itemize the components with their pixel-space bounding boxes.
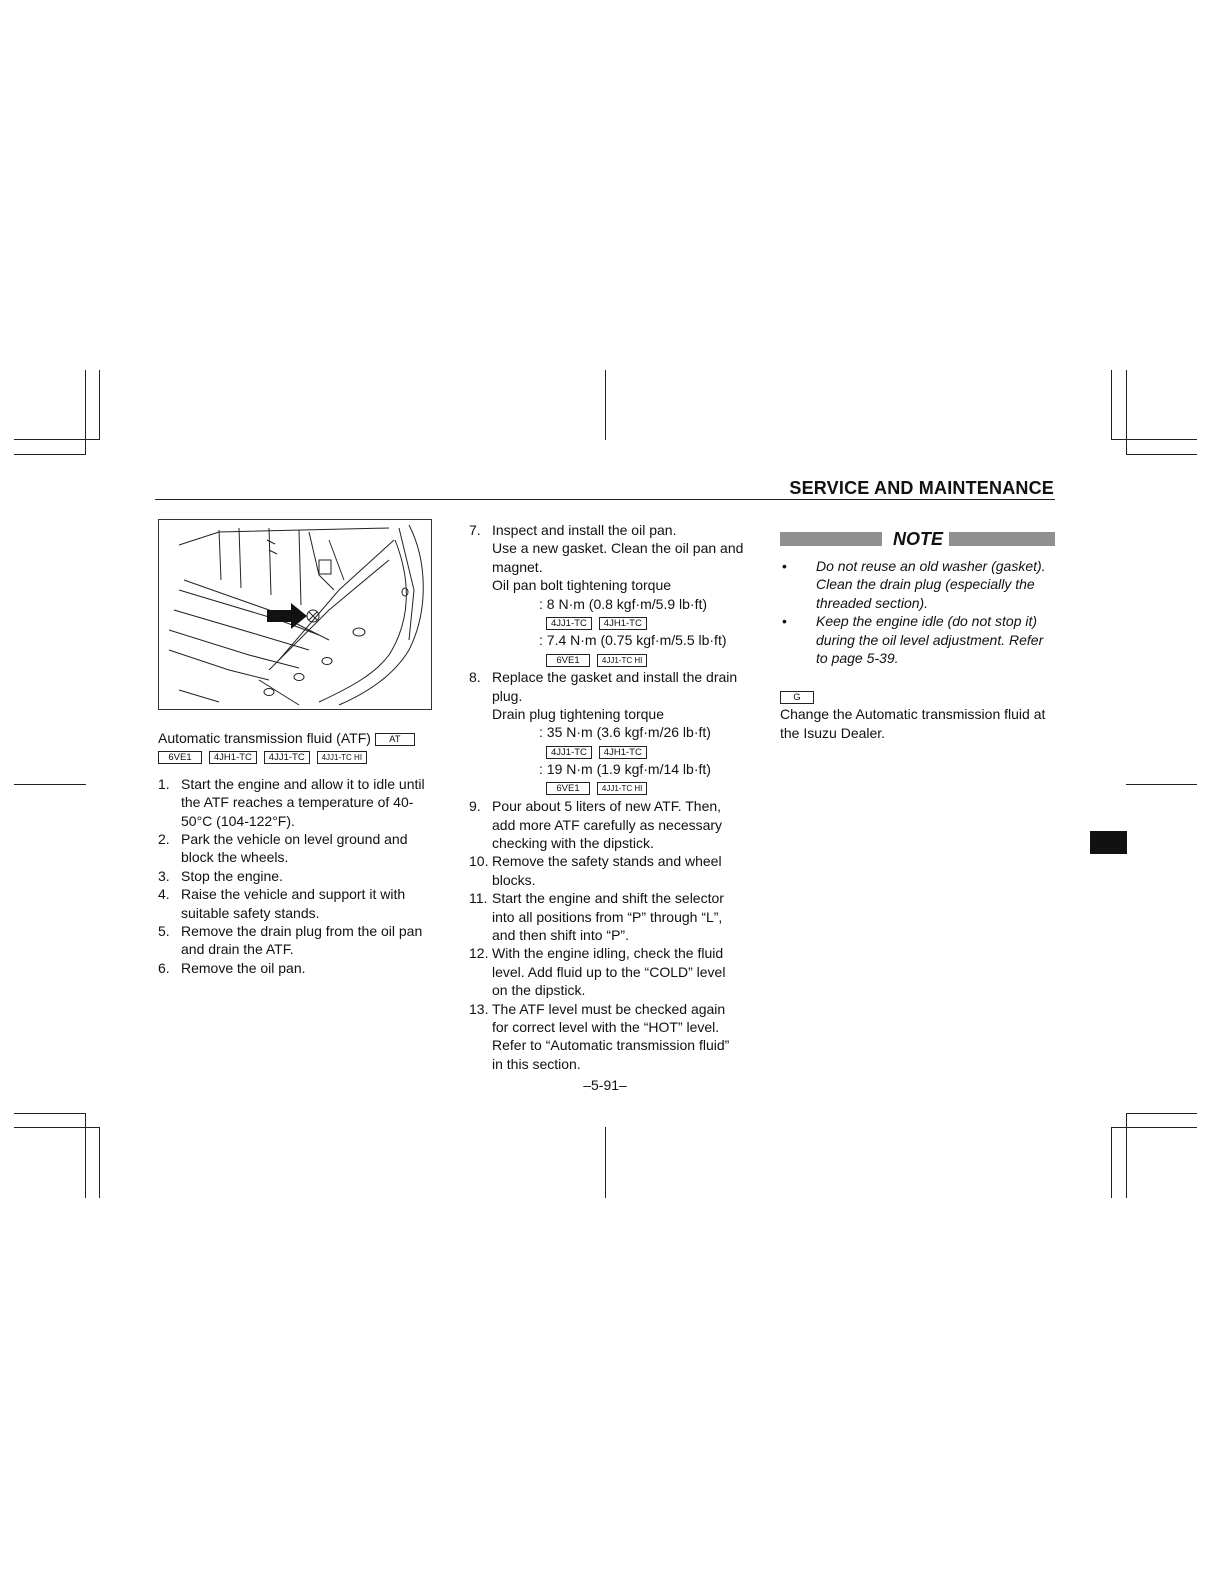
note-text: Do not reuse an old washer (gasket). Clean the drain plug (especially the threaded section). — [816, 558, 1046, 611]
note-heading — [780, 528, 1056, 550]
figure-caption-line — [158, 729, 438, 747]
list-item — [469, 668, 744, 797]
badge-model: 4JJ1-TC HI — [317, 751, 367, 764]
step-number: 8. — [469, 669, 481, 686]
torque-badges — [492, 779, 744, 797]
step-text: The ATF level must be checked again for correct level with the “HOT” level. Refer to “Automatic transmission fluid” in this section. — [492, 1000, 730, 1072]
crop-mark — [85, 1113, 86, 1198]
step-number: 12. — [469, 945, 489, 962]
list-item — [158, 775, 438, 830]
note-text: Keep the engine idle (do not stop it) during the oil level adjustment. Refer to page 5-39. — [816, 613, 1044, 667]
badge-at: AT — [375, 733, 415, 746]
badge-model: 4JJ1-TC HI — [597, 782, 647, 795]
list-item — [780, 557, 1056, 612]
torque-value: : 35 N·m (3.6 kgf·m/26 lb·ft) — [539, 724, 711, 741]
badge-model: 4JJ1-TC — [546, 617, 592, 630]
crop-mark — [605, 1127, 606, 1198]
list-item — [469, 889, 744, 944]
figure-caption: Automatic transmission fluid (ATF) — [158, 730, 371, 746]
step-text: Use a new gasket. Clean the oil pan and magnet. — [492, 540, 744, 575]
badge-model: 6VE1 — [158, 751, 202, 764]
model-badges — [158, 747, 438, 765]
badge-model: 4JJ1-TC — [264, 751, 310, 764]
badge-model: 4JH1-TC — [599, 617, 647, 630]
crop-mark — [1126, 370, 1127, 455]
badge-model: 4JH1-TC — [209, 751, 257, 764]
badge-model: 4JJ1-TC — [546, 746, 592, 759]
list-item — [469, 852, 744, 889]
torque-badges — [492, 613, 744, 631]
step-text: Remove the safety stands and wheel blocks. — [492, 853, 722, 888]
g-section — [780, 687, 1056, 742]
step-text: Stop the engine. — [181, 867, 283, 884]
torque-value: : 8 N·m (0.8 kgf·m/5.9 lb·ft) — [539, 595, 708, 612]
crop-mark — [1111, 1127, 1112, 1198]
crop-mark — [14, 1127, 100, 1128]
step-number: 2. — [158, 831, 170, 848]
step-text: Raise the vehicle and support it with suitable safety stands. — [181, 886, 406, 921]
step-text: With the engine idling, check the fluid level. Add fluid up to the “COLD” level on the dipstick. — [492, 945, 726, 999]
list-item — [158, 922, 438, 959]
list-item — [469, 521, 744, 668]
crop-mark — [1111, 1127, 1197, 1128]
note-title: NOTE — [890, 528, 946, 550]
header-divider — [155, 499, 1055, 500]
step-number: 9. — [469, 798, 481, 815]
crop-mark — [14, 1113, 86, 1114]
section-tab-marker — [1090, 831, 1127, 854]
crop-mark — [1126, 454, 1197, 455]
oil-pan-illustration — [158, 519, 432, 710]
torque-label: Oil pan bolt tightening torque — [492, 577, 672, 594]
step-number: 13. — [469, 1000, 489, 1017]
crop-mark — [1126, 1113, 1197, 1114]
g-text: Change the Automatic transmission fluid at the Isuzu Dealer. — [780, 706, 1046, 741]
step-text: Park the vehicle on level ground and block the wheels. — [181, 831, 408, 866]
list-item — [158, 830, 438, 867]
bullet: • — [782, 613, 787, 630]
crop-mark — [85, 370, 86, 455]
list-item — [469, 797, 744, 852]
crop-mark — [14, 784, 86, 785]
torque-value: : 19 N·m (1.9 kgf·m/14 lb·ft) — [539, 761, 711, 778]
crop-mark — [99, 1127, 100, 1198]
crop-mark — [99, 370, 100, 440]
crop-mark — [1126, 1113, 1127, 1198]
step-text: Start the engine and allow it to idle until the ATF reaches a temperature of 40-50°C (104-122°F). — [181, 775, 425, 829]
left-steps-list — [158, 775, 438, 977]
list-item — [158, 885, 438, 922]
bullet: • — [782, 558, 787, 574]
list-item — [158, 959, 438, 977]
list-item — [469, 1000, 744, 1074]
crop-mark — [14, 439, 100, 440]
step-title: Inspect and install the oil pan. — [492, 522, 677, 538]
list-item — [469, 944, 744, 999]
crop-mark — [1111, 370, 1112, 440]
step-number: 4. — [158, 886, 170, 903]
step-number: 5. — [158, 923, 170, 940]
torque-badges — [492, 742, 744, 760]
list-item — [780, 612, 1056, 667]
badge-model: 6VE1 — [546, 654, 590, 667]
torque-value: : 7.4 N·m (0.75 kgf·m/5.5 lb·ft) — [539, 632, 727, 649]
step-title: Replace the gasket and install the drain plug. — [492, 669, 738, 704]
torque-label: Drain plug tightening torque — [492, 706, 665, 723]
oil-pan-drawing — [159, 520, 431, 709]
page-number: –5-91– — [583, 1077, 627, 1093]
badge-g: G — [780, 691, 814, 704]
left-column — [158, 729, 438, 977]
step-text: Pour about 5 liters of new ATF. Then, add more ATF carefully as necessary checking with the dipstick. — [492, 798, 723, 851]
middle-column — [469, 521, 744, 1073]
step-number: 11. — [469, 890, 488, 907]
note-list — [780, 557, 1056, 667]
badge-model: 4JJ1-TC HI — [597, 654, 647, 667]
crop-mark — [1111, 439, 1197, 440]
crop-mark — [14, 454, 86, 455]
step-number: 7. — [469, 522, 481, 538]
page-header-title: SERVICE AND MAINTENANCE — [789, 478, 1054, 498]
step-number: 3. — [158, 867, 170, 884]
step-number: 10. — [469, 853, 489, 870]
torque-badges — [492, 650, 744, 668]
list-item — [158, 867, 438, 885]
badge-model: 6VE1 — [546, 782, 590, 795]
step-text: Remove the oil pan. — [181, 959, 306, 976]
step-number: 6. — [158, 959, 170, 976]
step-text: Remove the drain plug from the oil pan and drain the ATF. — [181, 923, 423, 958]
step-number: 1. — [158, 775, 170, 792]
badge-model: 4JH1-TC — [599, 746, 647, 759]
crop-mark — [1126, 784, 1197, 785]
crop-mark — [605, 370, 606, 440]
step-text: Start the engine and shift the selector into all positions from “P” through “L”, and then shift into “P”. — [492, 890, 724, 943]
